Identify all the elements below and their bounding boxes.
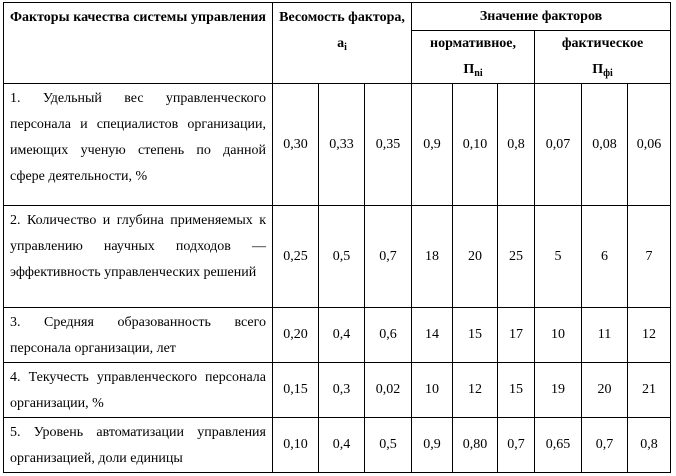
normative-cell: 0,80: [453, 418, 498, 473]
actual-cell: 20: [582, 363, 628, 418]
weight-cell: 0,3: [319, 363, 365, 418]
normative-cell: 0,9: [412, 418, 453, 473]
actual-cell: 0,07: [535, 84, 582, 206]
normative-cell: 0,9: [412, 84, 453, 206]
actual-cell: 12: [628, 308, 671, 363]
weight-cell: 0,25: [273, 206, 319, 308]
actual-label: фактическое: [561, 36, 644, 51]
weight-column-header: [273, 3, 412, 84]
actual-cell: 5: [535, 206, 582, 308]
normative-cell: 25: [498, 206, 535, 308]
normative-cell: 0,8: [498, 84, 535, 206]
weight-cell: 0,33: [319, 84, 365, 206]
table-row: [4, 84, 671, 206]
actual-cell: 0,06: [628, 84, 671, 206]
normative-cell: 12: [453, 363, 498, 418]
weight-cell: 0,7: [365, 206, 412, 308]
factor-cell: 2. Количество и глубина применяемых к управлению научных подходов — эффективность управленческих решений: [4, 206, 273, 308]
factor-cell: 4. Текучесть управленческого персонала организации, %: [4, 363, 273, 418]
normative-cell: 20: [453, 206, 498, 308]
normative-cell: 18: [412, 206, 453, 308]
actual-symbol: П: [592, 62, 604, 77]
weight-cell: 0,35: [365, 84, 412, 206]
table-row: [4, 363, 671, 418]
actual-cell: 0,65: [535, 418, 582, 473]
actual-cell: 10: [535, 308, 582, 363]
actual-cell: 19: [535, 363, 582, 418]
actual-cell: 0,7: [582, 418, 628, 473]
normative-subscript: ni: [474, 68, 483, 79]
factor-column-header: Факторы качества системы управления: [4, 3, 273, 84]
weight-cell: 0,02: [365, 363, 412, 418]
normative-cell: 17: [498, 308, 535, 363]
normative-cell: 10: [412, 363, 453, 418]
weight-subscript: i: [344, 42, 347, 53]
factor-cell: 5. Уровень автоматизации управления организацией, доли единицы: [4, 418, 273, 473]
actual-cell: 11: [582, 308, 628, 363]
actual-cell: 7: [628, 206, 671, 308]
table-row: [4, 418, 671, 473]
weight-cell: 0,15: [273, 363, 319, 418]
quality-factors-table: [3, 2, 671, 473]
factor-cell: 1. Удельный вес управленческого персонала и специалистов организации, имеющих ученую степень по данной сфере деятельности, %: [4, 84, 273, 206]
factor-cell: 3. Средняя образованность всего персонала организации, лет: [4, 308, 273, 363]
normative-cell: 15: [453, 308, 498, 363]
weight-cell: 0,20: [273, 308, 319, 363]
weight-cell: 0,5: [319, 206, 365, 308]
table-body: [4, 84, 671, 473]
normative-cell: 0,7: [498, 418, 535, 473]
actual-cell: 0,8: [628, 418, 671, 473]
normative-label: нормативное,: [430, 36, 517, 51]
table-row: [4, 206, 671, 308]
actual-column-header: [535, 31, 671, 84]
header-row-1: [4, 3, 671, 31]
values-column-header: Значение факторов: [412, 3, 671, 31]
normative-cell: 0,10: [453, 84, 498, 206]
actual-cell: 0,08: [582, 84, 628, 206]
weight-label: Весомость фактора, a: [279, 10, 405, 51]
normative-symbol: П: [463, 62, 475, 77]
weight-cell: 0,4: [319, 418, 365, 473]
weight-cell: 0,6: [365, 308, 412, 363]
weight-cell: 0,10: [273, 418, 319, 473]
weight-cell: 0,30: [273, 84, 319, 206]
normative-column-header: [412, 31, 535, 84]
actual-cell: 6: [582, 206, 628, 308]
weight-cell: 0,5: [365, 418, 412, 473]
actual-cell: 21: [628, 363, 671, 418]
normative-cell: 14: [412, 308, 453, 363]
table-row: [4, 308, 671, 363]
actual-subscript: фi: [603, 68, 613, 79]
weight-cell: 0,4: [319, 308, 365, 363]
normative-cell: 15: [498, 363, 535, 418]
